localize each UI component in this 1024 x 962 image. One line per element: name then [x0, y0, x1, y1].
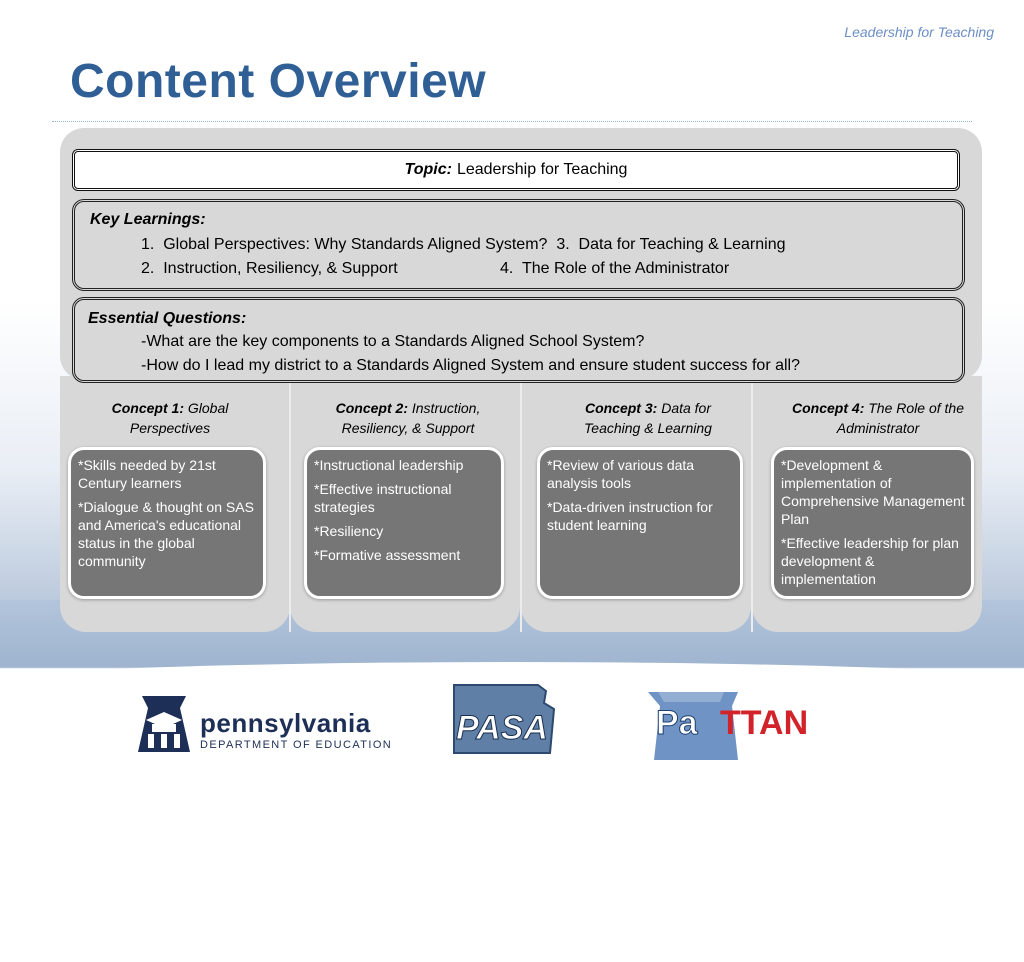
concept-1-name: Global	[187, 400, 229, 416]
concept-3-card	[537, 447, 743, 599]
concept-1-card	[68, 447, 266, 599]
concept-1-label: Concept 1:	[111, 400, 184, 416]
essential-questions-box	[72, 297, 965, 383]
concept-4-label: Concept 4:	[792, 400, 865, 416]
essential-question-1: -What are the key components to a Standards Aligned School System?	[141, 333, 645, 350]
concept-4-card	[771, 447, 974, 599]
key-learning-line-1: 1. Global Perspectives: Why Standards Aligned System? 3. Data for Teaching & Learning	[141, 236, 786, 253]
concept-3-name-2: Teaching & Learning	[584, 420, 712, 436]
pde-name: pennsylvania	[200, 708, 371, 738]
concept-3-label: Concept 3:	[584, 400, 658, 416]
concept-4-item: *Development & implementation of Comprehensive Management Plan	[781, 457, 965, 527]
concept-4-heading	[778, 398, 978, 438]
pde-subtitle: DEPARTMENT OF EDUCATION	[200, 739, 393, 751]
concept-3-heading	[548, 398, 748, 438]
title-divider	[52, 121, 972, 122]
pasa-logo	[450, 683, 560, 757]
key-learning-item-4: 4. The Role of the Administrator	[500, 260, 730, 277]
key-learning-item-2: 2. Instruction, Resiliency, & Support	[141, 260, 398, 277]
topic-value: Leadership for Teaching	[456, 161, 628, 178]
pattan-ttan-text: TTAN	[720, 704, 809, 742]
concept-2-item: *Instructional leadership	[314, 457, 464, 473]
pattan-logo	[644, 690, 844, 762]
key-learnings-box	[72, 199, 965, 291]
concept-3-name: Data for	[661, 400, 712, 416]
concept-1-item: *Skills needed by 21st Century learners	[78, 457, 216, 491]
concept-2-item: *Resiliency	[314, 523, 384, 539]
page-title: Content Overview	[70, 55, 487, 108]
concept-3-item: *Review of various data analysis tools	[547, 457, 695, 491]
tab-separator	[751, 376, 753, 632]
concept-4-name: The Role of the	[868, 400, 964, 416]
concept-1-heading	[70, 398, 270, 438]
tab-separator	[520, 376, 522, 632]
key-learnings-heading: Key Learnings:	[90, 211, 206, 228]
tab-separator	[289, 376, 291, 632]
concept-2-name-2: Resiliency, & Support	[341, 420, 475, 436]
concept-2-label: Concept 2:	[335, 400, 408, 416]
concept-2-heading	[308, 398, 508, 438]
concept-4-item: *Effective leadership for plan development & implementation	[781, 535, 959, 587]
pde-wordmark	[200, 710, 392, 751]
concept-2-name: Instruction,	[411, 400, 481, 416]
concept-1-item: *Dialogue & thought on SAS and America's educational status in the global community	[78, 499, 254, 569]
pasa-logo-text: PASA	[456, 709, 548, 747]
topic-label: Topic:	[404, 161, 452, 178]
concept-1-name-2: Perspectives	[129, 420, 211, 436]
concept-2-item: *Formative assessment	[314, 547, 461, 563]
concept-2-item: *Effective instructional strategies	[314, 481, 452, 515]
concept-3-item: *Data-driven instruction for student learning	[547, 499, 713, 533]
header-subtitle: Leadership for Teaching	[844, 24, 994, 40]
pde-keystone-logo	[134, 694, 194, 756]
essential-question-2: -How do I lead my district to a Standards Aligned System and ensure student success for all?	[141, 357, 800, 374]
concept-4-name-2: Administrator	[836, 420, 920, 436]
essential-questions-heading: Essential Questions:	[88, 310, 247, 327]
pattan-pa-text: Pa	[656, 704, 698, 742]
concept-2-card	[304, 447, 504, 599]
topic-box	[72, 149, 960, 191]
